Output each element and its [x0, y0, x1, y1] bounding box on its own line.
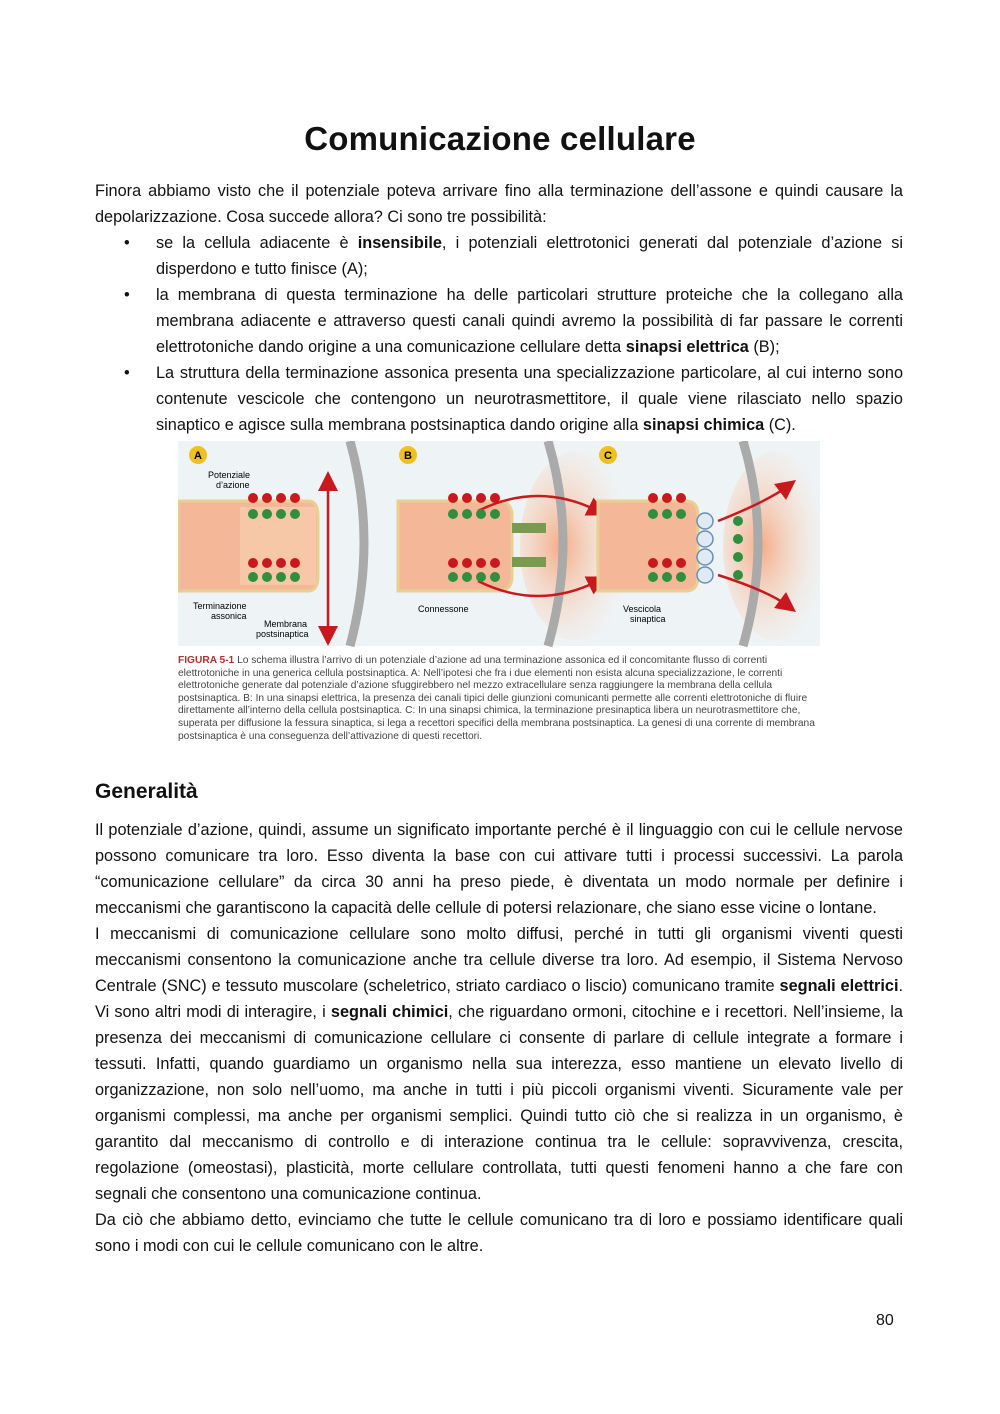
page-number: 80	[876, 1312, 894, 1329]
svg-text:postsinaptica: postsinaptica	[256, 629, 309, 639]
svg-text:Terminazione: Terminazione	[193, 601, 247, 611]
svg-text:d’azione: d’azione	[216, 480, 250, 490]
intro-paragraph: Finora abbiamo visto che il potenziale poteva arrivare fino alla terminazione dell’assone e quindi causare la depolarizzazione. Cosa succede allora? Ci sono tre possibilità:	[95, 182, 903, 226]
bold-term: segnali elettrici	[779, 977, 899, 995]
figure-caption: FIGURA 5-1 Lo schema illustra l’arrivo di un potenziale d’azione ad una terminazione assonica ed il concomitante flusso di correnti elettrotoniche in una generica cellula postsinaptica. A: Nell’ipotesi che fra i due elementi non esista alcuna specializzazione, le correnti elettrotoniche generate dal potenziale d’azione sfuggirebbero nel mezzo extracellulare senza raggiungere la membrana della cellula postsinaptica. B: In una sinapsi elettrica, la presenza dei canali tipici delle giunzioni comunicanti permette alle correnti elettrotoniche di fluire direttamente all’interno della cellula postsinaptica. C: In una sinapsi chimica, la terminazione presinaptica libera un neurotrasmettitore che, superata per diffusione la fessura sinaptica, si lega a recettori specifici della membrana postsinaptica. La genesi di una corrente di membrana postsinaptica è una conseguenza dell’attivazione di questi recettori.	[178, 655, 815, 742]
bold-term: sinapsi elettrica	[625, 338, 749, 356]
svg-text:C: C	[604, 450, 612, 462]
list-item: • La struttura della terminazione assonica presenta una specializzazione particolare, al cui interno sono contenute vescicole che contengono un neurotrasmettitore, il quale viene rilasciato nello spazio sinaptico e agisce sulla membrana postsinaptica dando origine alla sinapsi chimica (C).	[95, 360, 903, 438]
paragraph: Da ciò che abbiamo detto, evinciamo che tutte le cellule comunicano tra di loro e possiamo identificare quali sono i modi con cui le cellule comunicano con le altre.	[95, 1211, 903, 1255]
possibilities-list	[95, 230, 903, 438]
list-item: • se la cellula adiacente è insensibile, i potenziali elettrotonici generati dal potenziale d’azione si disperdono e tutto finisce (A);	[95, 230, 903, 282]
page-title: Comunicazione cellulare	[304, 120, 696, 157]
bullet-icon: •	[124, 234, 130, 252]
svg-text:A: A	[194, 450, 202, 462]
svg-text:Vescicola: Vescicola	[623, 604, 662, 614]
bold-term: segnali chimici	[330, 1003, 449, 1021]
synapse-figure	[178, 441, 820, 759]
bold-term: insensibile	[357, 234, 442, 252]
svg-text:Potenziale: Potenziale	[208, 470, 251, 480]
svg-text:Connessone: Connessone	[418, 604, 469, 614]
figure-label: FIGURA 5-1	[178, 655, 235, 666]
list-item: • la membrana di questa terminazione ha delle particolari strutture proteiche che la collegano alla membrana adiacente e attraverso questi canali quindi avremo la possibilità di far passare le correnti elettrotoniche dando origine a una comunicazione cellulare detta sinapsi elettrica (B);	[95, 282, 903, 360]
synapse-illustration	[178, 441, 820, 653]
bold-term: sinapsi chimica	[642, 416, 765, 434]
connexon	[512, 523, 546, 533]
paragraph: Il potenziale d’azione, quindi, assume un significato importante perché è il linguaggio con cui le cellule nervose possono comunicare tra loro. Esso diventa la base con cui attivare tutti i processi successivi. La parola “comunicazione cellulare” da circa 30 anni ha preso piede, è diventata un modo normale per definire i meccanismi che garantiscono la capacità delle cellule di potersi relazionare, che siano esse vicine o lontane.	[95, 821, 903, 917]
connexon	[512, 557, 546, 567]
bullet-icon: •	[124, 364, 130, 382]
general-section	[95, 817, 903, 1259]
paragraph: I meccanismi di comunicazione cellulare sono molto diffusi, perché in tutti gli organismi viventi questi meccanismi consentono la comunicazione anche tra cellule diverse tra loro. Ad esempio, il Sistema Nervoso Centrale (SNC) e tessuto muscolare (scheletrico, striato cardiaco o liscio) comunicano tramite segnali elettrici. Vi sono altri modi di interagire, i segnali chimici, che riguardano ormoni, citochine e i recettori. Nell’insieme, la presenza dei meccanismi di comunicazione cellulare ci consente di parlare di cellule integrate a formare i tessuti. Infatti, quando guardiamo un organismo nella sua interezza, esso mantiene un elevato livello di organizzazione, non solo nell’uomo, ma anche in tutti i più piccoli organismi viventi. Sicuramente vale per organismi complessi, ma anche per organismi semplici. Quindi tutto ciò che si realizza in un organismo, è garantito dal meccanismo di controllo e di interazione continua tra le cellule: sopravvivenza, crescita, regolazione (omeostasi), plasticità, morte cellulare controllata, tutti questi fenomeni hanno a che fare con segnali che consentono una comunicazione continua.	[95, 925, 904, 1203]
section-title: Generalità	[95, 780, 198, 803]
svg-text:B: B	[404, 450, 412, 462]
svg-text:sinaptica: sinaptica	[630, 614, 666, 624]
svg-text:Membrana: Membrana	[264, 619, 308, 629]
svg-text:assonica: assonica	[211, 611, 247, 621]
bullet-icon: •	[124, 286, 130, 304]
